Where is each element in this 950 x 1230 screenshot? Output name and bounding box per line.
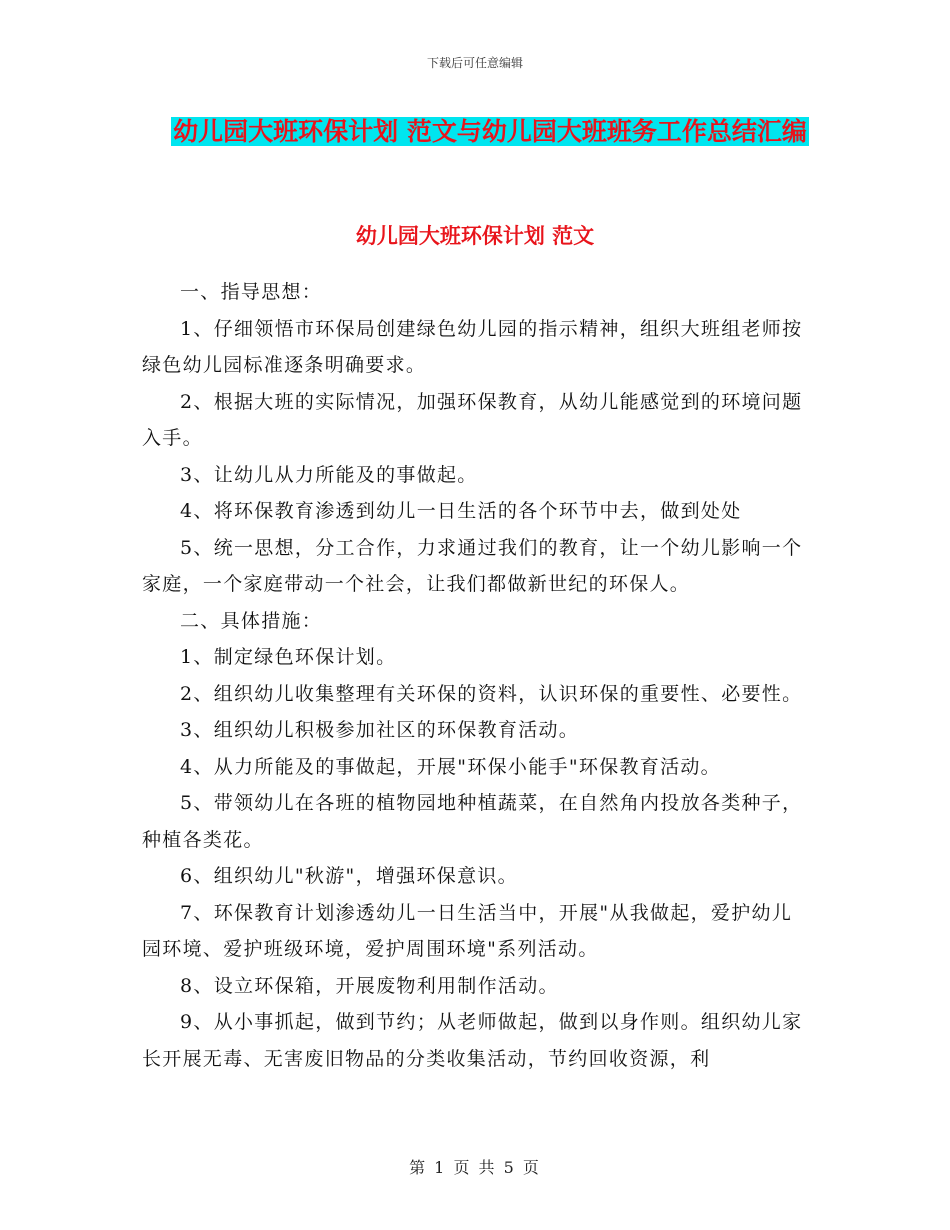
paragraph: 6、组织幼儿"秋游"，增强环保意识。 xyxy=(180,865,518,887)
paragraph: 5、统一思想，分工合作，力求通过我们的教育，让一个幼儿影响一个家庭，一个家庭带动一个社会，让我们都做新世纪的环保人。 xyxy=(142,536,803,595)
page-number: 第 1 页 共 5 页 xyxy=(409,1158,541,1177)
paragraph: 2、根据大班的实际情况，加强环保教育，从幼儿能感觉到的环境问题入手。 xyxy=(142,390,803,449)
document-body xyxy=(142,274,810,1077)
paragraph: 1、仔细领悟市环保局创建绿色幼儿园的指示精神，组织大班组老师按绿色幼儿园标准逐条明确要求。 xyxy=(142,317,803,376)
paragraph: 7、环保教育计划渗透幼儿一日生活当中，开展"从我做起，爱护幼儿园环境、爱护班级环境，爱护周围环境"系列活动。 xyxy=(142,901,793,960)
paragraph: 2、组织幼儿收集整理有关环保的资料，认识环保的重要性、必要性。 xyxy=(180,682,803,705)
paragraph: 1、制定绿色环保计划。 xyxy=(180,646,397,668)
document-title-text: 幼儿园大班环保计划 范文与幼儿园大班班务工作总结汇编 xyxy=(173,117,807,146)
paragraph: 4、将环保教育渗透到幼儿一日生活的各个环节中去，做到处处 xyxy=(180,500,742,522)
header-note: 下载后可任意编辑 xyxy=(426,56,523,70)
paragraph: 5、带领幼儿在各班的植物园地种植蔬菜，在自然角内投放各类种子，种植各类花。 xyxy=(142,792,803,851)
paragraph: 3、让幼儿从力所能及的事做起。 xyxy=(180,463,478,486)
paragraph: 一、指导思想： xyxy=(180,281,323,303)
paragraph: 3、组织幼儿积极参加社区的环保教育活动。 xyxy=(180,719,580,741)
paragraph: 9、从小事抓起，做到节约；从老师做起，做到以身作则。组织幼儿家长开展无毒、无害废旧物品的分类收集活动，节约回收资源，利 xyxy=(142,1011,803,1070)
paragraph: 4、从力所能及的事做起，开展"环保小能手"环保教育活动。 xyxy=(180,755,721,778)
paragraph: 二、具体措施： xyxy=(180,609,323,632)
document-title xyxy=(140,110,840,153)
paragraph: 8、设立环保箱，开展废物利用制作活动。 xyxy=(180,974,559,997)
section-title: 幼儿园大班环保计划 范文 xyxy=(355,224,595,248)
